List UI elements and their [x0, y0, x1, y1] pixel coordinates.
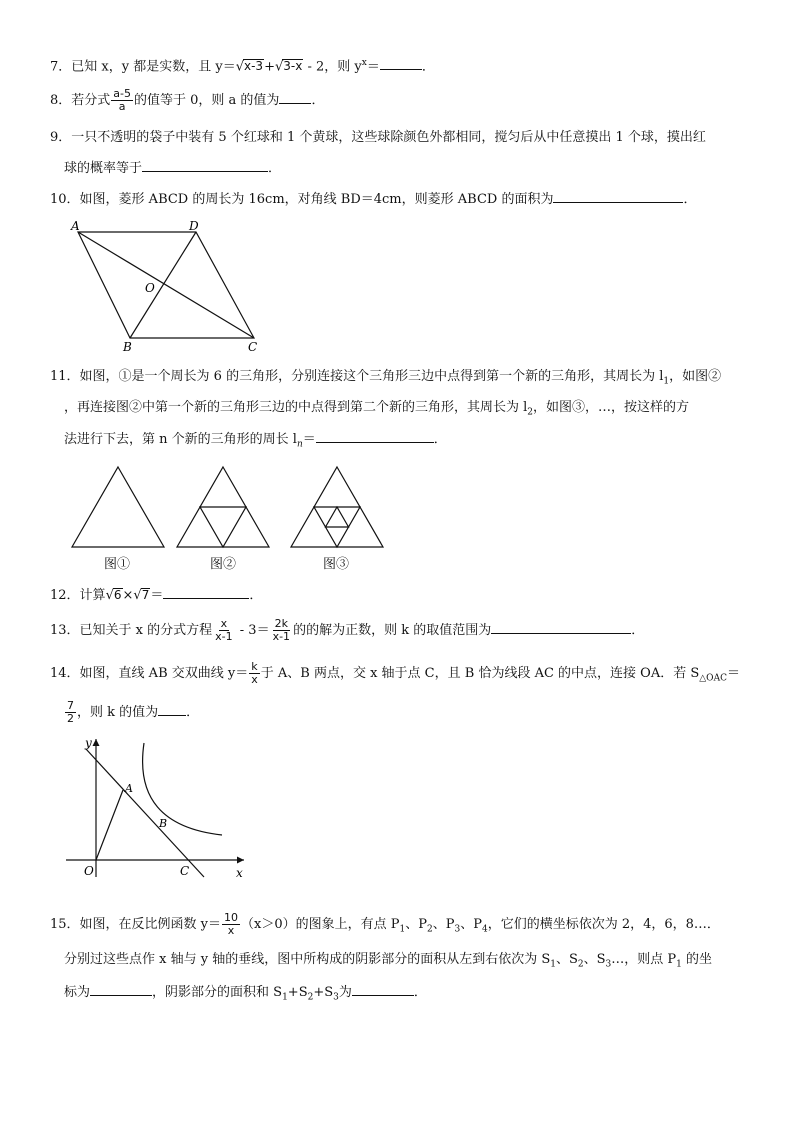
question-text: 标为 [64, 985, 91, 1000]
question-11-line-3: 法进行下去，第 n 个新的三角形的周长 $l_n=$ ． [64, 432, 447, 450]
question-text: 的值等于 0，则 a 的值为 [134, 93, 280, 108]
answer-blank[interactable] [90, 983, 152, 996]
question-number: 15． [50, 917, 80, 932]
subscript: △OAC [699, 673, 727, 684]
question-text: 的的解为正数，则 k 的取值范围为 [293, 623, 492, 638]
fraction [65, 700, 76, 725]
segment-oa [96, 790, 123, 860]
triangle-second-midpoint [326, 507, 349, 527]
equals-sign: ＝ [366, 59, 380, 75]
fraction [111, 88, 133, 113]
question-text: 的坐 [681, 952, 713, 967]
sqrt-symbol: √ [105, 588, 114, 603]
sqrt-symbol: √ [274, 59, 284, 75]
denominator: x [227, 924, 235, 937]
fraction [271, 618, 292, 643]
plus-sign: + [264, 59, 275, 75]
question-number: 7． [50, 59, 72, 75]
question-text: ＝ [302, 432, 316, 447]
subscript: 4 [481, 924, 488, 935]
question-text: - 2，则 y [303, 59, 362, 75]
triangle-midpoint [200, 507, 246, 547]
label-b: B [123, 340, 132, 354]
question-text: 如图，在反比例函数 y＝ [79, 917, 222, 932]
question-text: ，则点 P [624, 952, 677, 967]
equals-sign: ＝ [150, 588, 164, 603]
caption-figure-1: 图① [104, 557, 131, 572]
label-d: D [189, 219, 199, 233]
hyperbola-figure [60, 735, 250, 880]
label-a: A [125, 782, 133, 795]
label-c: C [180, 864, 190, 878]
caption-figure-2: 图② [210, 557, 237, 572]
question-text: 若分式 [71, 93, 111, 108]
question-9-line-1 [50, 129, 706, 147]
answer-blank[interactable] [316, 430, 434, 443]
caption-figure-3: 图③ [323, 557, 350, 572]
denominator: 2 [67, 712, 74, 725]
subscript: 1 [663, 376, 670, 387]
question-text: ，如图③，…，按这样的方 [533, 400, 690, 415]
question-number: 13． [50, 623, 80, 638]
question-number: 8． [50, 93, 72, 108]
question-11-line-2 [64, 399, 689, 422]
answer-blank[interactable] [491, 621, 631, 634]
triangle-figure-1 [70, 465, 166, 549]
sqrt-symbol: √ [133, 588, 142, 603]
equals-sign: ＝ [726, 666, 740, 681]
question-9-line-2: 球的概率等于 ． [64, 161, 282, 176]
question-text: 已知 x，y 都是实数，且 y＝ [71, 59, 236, 75]
numerator: 7 [67, 699, 74, 712]
denominator: x [251, 673, 258, 686]
label-a: A [71, 219, 80, 233]
label-y: y [85, 736, 92, 750]
fraction [249, 661, 260, 686]
question-text: 一只不透明的袋子中装有 5 个红球和 1 个黄球，这些球除颜色外都相同，搅匀后从中任意摸出 1 个球，摸出红 [71, 130, 706, 145]
question-number: 11． [50, 369, 80, 384]
label-b: B [159, 817, 168, 830]
question-number: 10． [50, 192, 80, 207]
hyperbola-curve [143, 743, 222, 835]
label-x: x [236, 866, 243, 880]
numerator: 10 [224, 911, 239, 924]
question-text: 计算 [79, 588, 106, 603]
question-text: 已知关于 x 的分式方程 [79, 623, 213, 638]
denominator: x-1 [272, 630, 291, 643]
question-text: ，阴影部分的面积和 S [152, 985, 283, 1000]
question-number: 14． [50, 666, 80, 681]
answer-blank[interactable] [553, 190, 683, 203]
denominator: x-1 [215, 630, 233, 643]
radicand: 3-x [283, 59, 303, 74]
triangle-outer [72, 467, 164, 547]
question-text: 法进行下去，第 n 个新的三角形的周长 l [64, 432, 297, 447]
question-number: 9． [50, 130, 72, 145]
question-13: 13．已知关于 x 的分式方程 $\frac{x}{x-1}$ - 3＝ $\frac{2k}{x-1}$ 的的解为正数，则 k 的取值范围为 ． [50, 617, 645, 643]
exponent: x [361, 58, 367, 68]
question-8: 8．若分式 $\frac{a-5}{a}$ 的值等于 0，则 a 的值为 ． [50, 87, 325, 113]
subscript: 2 [527, 407, 534, 418]
fraction [222, 912, 240, 937]
question-text: 分别过这些点作 x 轴与 y 轴的垂线，图中所构成的阴影部分的面积从左到右依次为 S [64, 952, 551, 967]
question-number: 12． [50, 588, 80, 603]
diagonal-bd [130, 232, 196, 338]
question-text: 球的概率等于 [64, 161, 143, 176]
question-text: ，则 k 的值为 [77, 705, 159, 720]
question-15-line-2: 分别过这些点作 x 轴与 y 轴的垂线，图中所构成的阴影部分的面积从左到右依次为 $S_1$、$S_2$、$S_3\dots$，则点 $P_1$ 的坐 [64, 952, 713, 970]
question-text: （x＞0）的图象上，有点 P [241, 917, 400, 932]
numerator: a-5 [113, 87, 132, 100]
radicand: 6 [113, 588, 122, 602]
question-text: 如图，①是一个周长为 6 的三角形，分别连接这个三角形三边中点得到第一个新的三角形，其周长为 l [79, 369, 664, 384]
question-14-line-2: $\frac{7}{2}$ ，则 k 的值为 ． [67, 699, 200, 725]
numerator: x [220, 617, 228, 630]
question-text: 于 A、B 两点，交 x 轴于点 C，且 B 恰为线段 AC 的中点，连接 OA．若 S [260, 666, 700, 681]
question-text: 如图，菱形 ABCD 的周长为 16cm，对角线 BD＝4cm，则菱形 ABCD 的面积为 [79, 192, 554, 207]
subscript: 2 [427, 924, 433, 935]
question-15-line-3: 标为 ，阴影部分的面积和 $S_1+S_2+S_3$为 ． [64, 985, 427, 1003]
answer-blank[interactable] [279, 91, 311, 104]
question-10: 10．如图，菱形 ABCD 的周长为 16cm，对角线 BD＝4cm，则菱形 ABCD 的面积为 ． [50, 192, 697, 207]
numerator: k [251, 660, 258, 673]
numerator: 2k [274, 617, 288, 630]
question-14-line-1 [50, 661, 740, 688]
label-c: C [248, 340, 258, 354]
line-ab [86, 749, 204, 877]
question-text: 如图，直线 AB 交双曲线 y＝ [79, 666, 249, 681]
times-sign: × [122, 588, 134, 603]
question-text: ，它们的横坐标依次为 2，4，6，8…． [487, 917, 720, 932]
fraction [213, 618, 234, 643]
question-11-line-1 [50, 368, 721, 391]
label-o: O [145, 281, 155, 295]
answer-blank[interactable] [352, 983, 414, 996]
question-text: ，再连接图②中第一个新的三角形三边的中点得到第二个新的三角形，其周长为 l [64, 400, 528, 415]
triangle-figure-2 [175, 465, 271, 549]
answer-blank[interactable] [380, 57, 422, 70]
question-12: 12．计算√6×√7＝ ． [50, 588, 263, 603]
subscript: n [296, 439, 303, 450]
answer-blank[interactable] [142, 159, 268, 172]
radicand: x-3 [244, 59, 264, 74]
triangle-figure-3 [289, 465, 385, 549]
answer-blank[interactable] [163, 586, 249, 599]
answer-blank[interactable] [158, 703, 186, 716]
subscript: 1 [399, 924, 406, 935]
question-text: ，如图② [669, 369, 722, 384]
subscript: 3 [454, 924, 461, 935]
question-7: 7．已知 x，y 都是实数，且 y＝√x-3+√3-x - 2，则 $y^x=$ ． [50, 58, 435, 75]
sqrt-symbol: √ [235, 59, 244, 75]
denominator: a [118, 100, 126, 113]
question-text: - 3＝ [235, 623, 270, 638]
label-o: O [84, 864, 94, 878]
rhombus-figure [68, 218, 268, 358]
radicand: 7 [141, 588, 150, 602]
question-15-line-1: 15．如图，在反比例函数 y＝ $\frac{10}{x}$ （x＞0）的图象上，有点 $P_1$、$P_2$、$P_3$、$P_4$，它们的横坐标依次为 2，4，6，8…． [50, 911, 720, 937]
question-text: 为 [338, 985, 352, 1000]
